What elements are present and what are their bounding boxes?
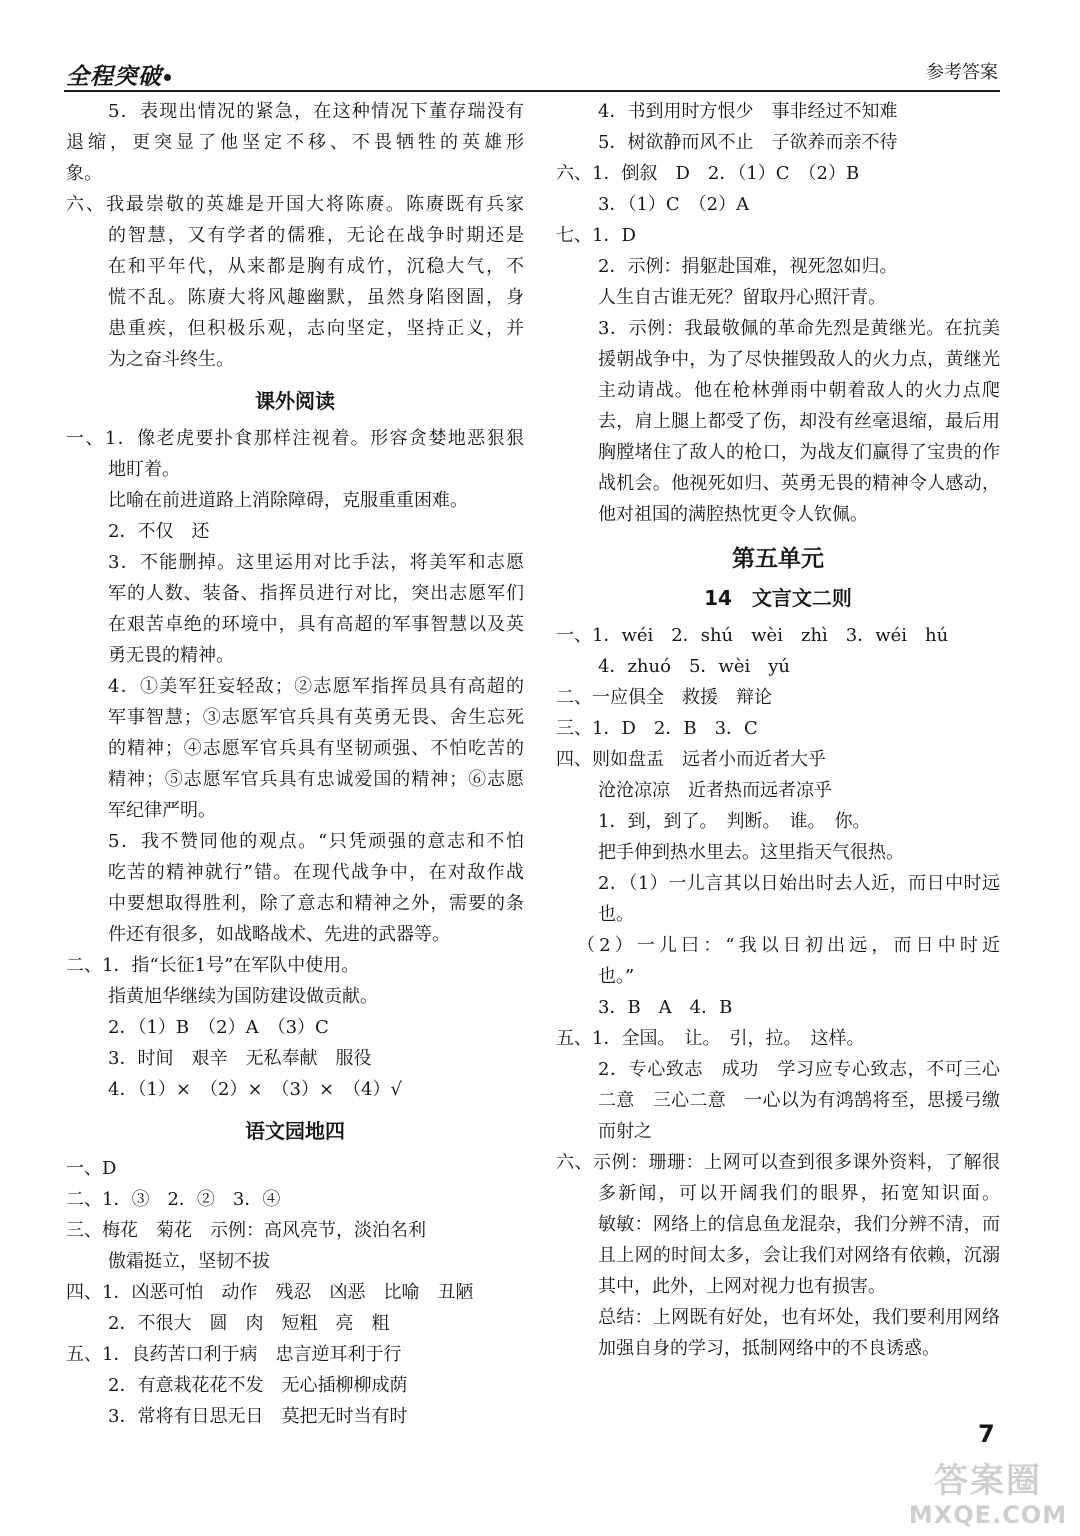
watermark-bottom: MXQE.COM: [908, 1501, 1068, 1529]
text-line: 4．zhuó 5．wèi yú: [598, 656, 790, 677]
right-column: [556, 96, 1000, 1364]
text-line: 援朝战争中，为了尽快摧毁敌人的火力点，黄继光: [598, 349, 1000, 370]
text-line: 3．常将有日思无日 莫把无时当有时: [108, 1406, 408, 1427]
text-line: 5．表现出情况的紧急，在这种情况下董存瑞没有: [108, 101, 524, 122]
text-line: 也。”: [598, 966, 635, 987]
text-line: 地盯着。: [108, 459, 180, 480]
text-line: 吃苦的精神就行”错。在现代战争中，在对敌作战: [108, 862, 524, 883]
text-line: 七、1．D: [556, 225, 636, 246]
text-line: 军的人数、装备、指挥员进行对比，突出志愿军们: [108, 583, 524, 604]
text-line: 2．有意栽花花不发 无心插柳柳成荫: [108, 1375, 408, 1396]
text-line: 4．书到用时方恨少 事非经过不知难: [598, 101, 898, 122]
section-title-language-garden: 语文园地四: [245, 1119, 345, 1143]
text-line: 2．（1）B （2）A （3）C: [108, 1017, 329, 1038]
text-line: 4．（1）× （2）× （3）× （4）√: [108, 1079, 402, 1100]
text-line: （2）一儿曰：“我以日初出远，而日中时近: [577, 935, 1000, 956]
unit-title: 第五单元: [732, 546, 824, 572]
text-line: 2．不很大 圆 肉 短粗 亮 粗: [108, 1313, 390, 1334]
lesson-title: 14 文言文二则: [704, 586, 852, 610]
text-line: 六、示例：珊珊：上网可以查到很多课外资料，了解很: [556, 1152, 1000, 1173]
text-line: 主动请战。他在枪林弹雨中朝着敌人的火力点爬: [598, 380, 1000, 401]
text-line: 五、1．全国。 让。 引，拉。 这样。: [556, 1028, 865, 1049]
text-line: 也。: [598, 904, 634, 925]
text-line: 多新闻，可以开阔我们的眼界，拓宽知识面。: [598, 1183, 1000, 1204]
text-line: 二、一应俱全 救援 辩论: [556, 687, 772, 708]
text-line: 3．示例：我最敬佩的革命先烈是黄继光。在抗美: [598, 318, 1000, 339]
text-line: 退缩，更突显了他坚定不移、不畏牺牲的英雄形: [66, 132, 524, 153]
text-line: 精神；⑤志愿军官兵具有忠诚爱国的精神；⑥志愿: [108, 769, 524, 790]
text-line: 为之奋斗终生。: [108, 349, 234, 370]
text-line: 把手伸到热水里去。这里指天气很热。: [598, 842, 904, 863]
text-line: 勇无畏的精神。: [108, 645, 234, 666]
text-line: 三、1．D 2．B 3．C: [556, 718, 758, 739]
text-line: 且上网的时间太多，会让我们对网络有依赖，沉溺: [598, 1245, 1000, 1266]
text-line: 军事智慧；③志愿军官兵具有英勇无畏、舍生忘死: [108, 707, 524, 728]
text-line: 他对祖国的满腔热忱更令人钦佩。: [598, 504, 868, 525]
text-line: 3．不能删掉。这里运用对比手法，将美军和志愿: [108, 552, 524, 573]
text-line: 在艰苦卓绝的环境中，具有高超的军事智慧以及英: [108, 614, 524, 635]
text-line: 傲霜挺立，坚韧不拔: [108, 1251, 270, 1272]
section-title-extracurricular: 课外阅读: [255, 389, 335, 413]
text-line: 二、1．指“长征1号”在军队中使用。: [66, 955, 360, 976]
text-line: 件还有很多，如战略战术、先进的武器等。: [108, 924, 450, 945]
text-line: 去，肩上腿上都受了伤，却没有丝毫退缩，最后用: [598, 411, 1000, 432]
text-line: 4．①美军狂妄轻敌；②志愿军指挥员具有高超的: [108, 676, 524, 697]
text-line: 沧沧凉凉 近者热而远者凉乎: [598, 780, 832, 801]
header-section-title: 参考答案: [926, 62, 998, 83]
text-line: 二意 三心二意 一心以为有鸿鹄将至，思援弓缴: [598, 1090, 1000, 1111]
brand-dot-icon: [164, 74, 171, 81]
text-line: 慌不乱。陈赓大将风趣幽默，虽然身陷囹圄，身: [108, 287, 524, 308]
text-line: 指黄旭华继续为国防建设做贡献。: [108, 986, 378, 1007]
text-line: 5．树欲静而风不止 子欲养而亲不待: [598, 132, 898, 153]
text-line: 2．专心致志 成功 学习应专心致志，不可三心: [598, 1059, 1000, 1080]
left-column: [66, 96, 524, 1432]
text-line: 2．示例：捐躯赴国难，视死忽如归。: [598, 256, 898, 277]
text-line: 2．（1）一儿言其以日始出时去人近，而日中时远: [598, 873, 1000, 894]
text-line: 战机会。他视死如归、英勇无畏的精神令人感动，: [598, 473, 1000, 494]
text-line: 三、梅花 菊花 示例：高风亮节，淡泊名利: [66, 1220, 426, 1241]
text-line: 总结：上网既有好处，也有坏处，我们要利用网络: [598, 1307, 1000, 1328]
text-line: 军纪律严明。: [108, 800, 216, 821]
text-line: 比喻在前进道路上消除障碍，克服重重困难。: [108, 490, 468, 511]
brand-logo: 全程突破: [66, 64, 162, 90]
text-line: 象。: [66, 163, 102, 184]
text-line: 中要想取得胜利，除了意志和精神之外，需要的条: [108, 893, 524, 914]
text-line: 3．时间 艰辛 无私奉献 服役: [108, 1048, 372, 1069]
text-line: 二、1．③ 2．② 3．④: [66, 1189, 281, 1210]
text-line: 胸膛堵住了敌人的枪口，为战友们赢得了宝贵的作: [598, 442, 1000, 463]
text-line: 在和平年代，从来都是胸有成竹，沉稳大气，不: [108, 256, 524, 277]
text-line: 5．我不赞同他的观点。“只凭顽强的意志和不怕: [108, 831, 524, 852]
text-line: 六、我最崇敬的英雄是开国大将陈赓。陈赓既有兵家: [66, 194, 524, 215]
text-line: 五、1．良药苦口利于病 忠言逆耳利于行: [66, 1344, 402, 1365]
text-line: 的智慧，又有学者的儒雅，无论在战争时期还是: [108, 225, 524, 246]
text-line: 一、1．wéi 2．shú wèi zhì 3．wéi hú: [556, 625, 949, 646]
text-line: 四、1．凶恶可怕 动作 残忍 凶恶 比喻 丑陋: [66, 1282, 474, 1303]
text-line: 3．B A 4．B: [598, 997, 733, 1018]
text-line: 六、1．倒叙 D 2．（1）C （2）B: [556, 163, 860, 184]
text-line: 加强自身的学习，抵制网络中的不良诱惑。: [598, 1338, 940, 1359]
text-line: 一、D: [66, 1158, 117, 1179]
text-line: 3．（1）C （2）A: [598, 194, 750, 215]
text-line: 的精神；④志愿军官兵具有坚韧顽强、不怕吃苦的: [108, 738, 524, 759]
text-line: 其中，此外，上网对视力也有损害。: [598, 1276, 886, 1297]
text-line: 1．到，到了。 判断。 谁。 你。: [598, 811, 871, 832]
text-line: 人生自古谁无死？留取丹心照汗青。: [598, 287, 886, 308]
page-header: [64, 54, 1000, 92]
watermark-logo: [898, 1462, 1078, 1536]
text-line: 2．不仅 还: [108, 521, 210, 542]
text-line: 患重疾，但积极乐观，志向坚定，坚持正义，并: [108, 318, 524, 339]
page-number: 7: [978, 1420, 995, 1448]
text-line: 四、则如盘盂 远者小而近者大乎: [556, 749, 826, 770]
text-line: 敏敏：网络上的信息鱼龙混杂，我们分辨不清，而: [598, 1214, 1000, 1235]
watermark-top: 答案圈: [934, 1461, 1042, 1501]
text-line: 而射之: [598, 1121, 652, 1142]
text-line: 一、1．像老虎要扑食那样注视着。形容贪婪地恶狠狠: [66, 428, 524, 449]
